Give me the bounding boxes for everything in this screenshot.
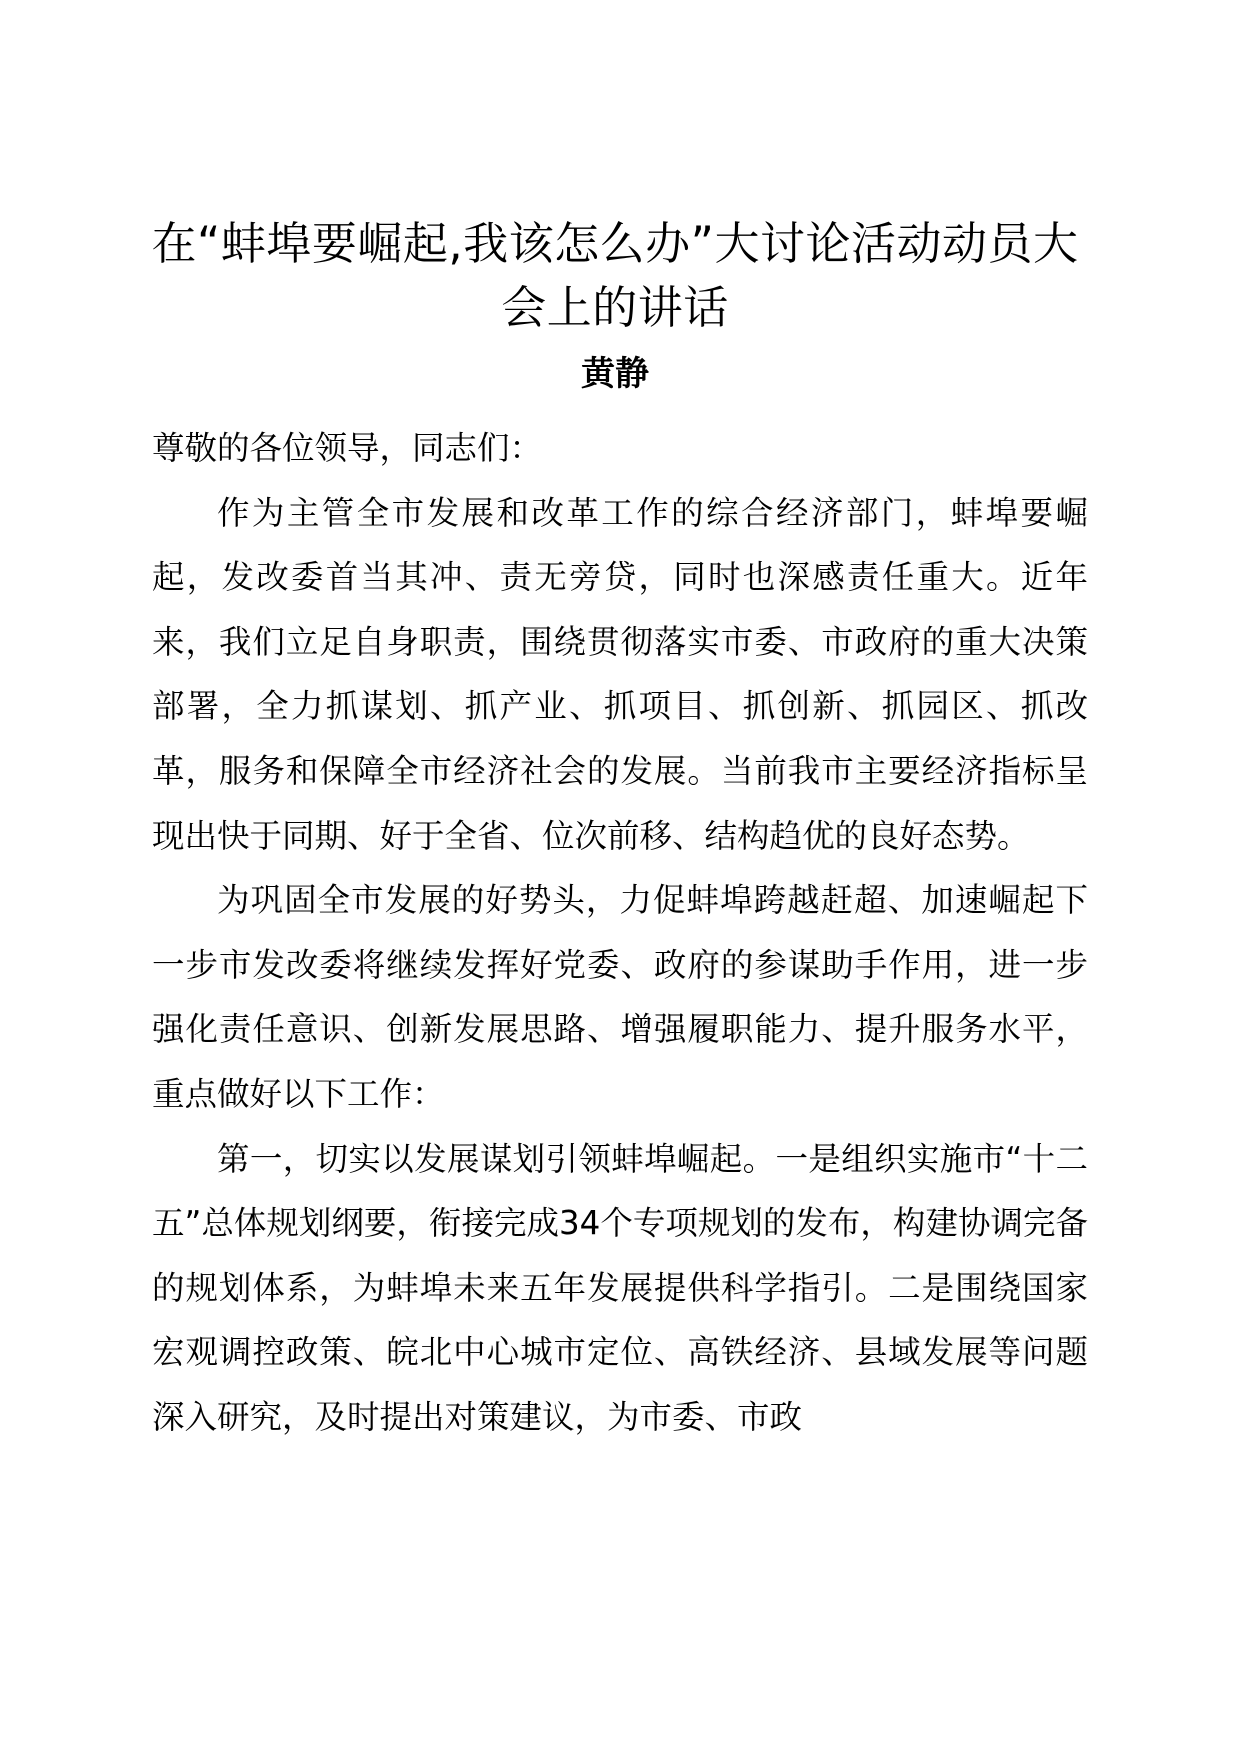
paragraph-2: 为巩固全市发展的好势头，力促蚌埠跨越赶超、加速崛起下一步市发改委将继续发挥好党委、政府的参谋助手作用，进一步强化责任意识、创新发展思路、增强履职能力、提升服务水平，重点做好以下工作： [152, 881, 1088, 1113]
paragraph-3: 第一，切实以发展谋划引领蚌埠崛起。一是组织实施市“十二五”总体规划纲要，衔接完成34个专项规划的发布，构建协调完备的规划体系，为蚌埠未来五年发展提供科学指引。二是围绕国家宏观调控政策、皖北中心城市定位、高铁经济、县域发展等问题深入研究，及时提出对策建议，为市委、市政 [152, 1139, 1088, 1436]
document-title: 在“蚌埠要崛起,我该怎么办”大讨论活动动员大会上的讲话 [151, 217, 1079, 334]
salutation: 尊敬的各位领导，同志们： [152, 429, 543, 467]
paragraph-1: 作为主管全市发展和改革工作的综合经济部门，蚌埠要崛起，发改委首当其冲、责无旁贷，同时也深感责任重大。近年来，我们立足自身职责，围绕贯彻落实市委、市政府的重大决策部署，全力抓谋划、抓产业、抓项目、抓创新、抓园区、抓改革，服务和保障全市经济社会的发展。当前我市主要经济指标呈现出快于同期、好于全省、位次前移、结构趋优的良好态势。 [152, 493, 1088, 855]
author-name: 黄静 [581, 354, 649, 394]
document-body [152, 416, 1088, 1450]
